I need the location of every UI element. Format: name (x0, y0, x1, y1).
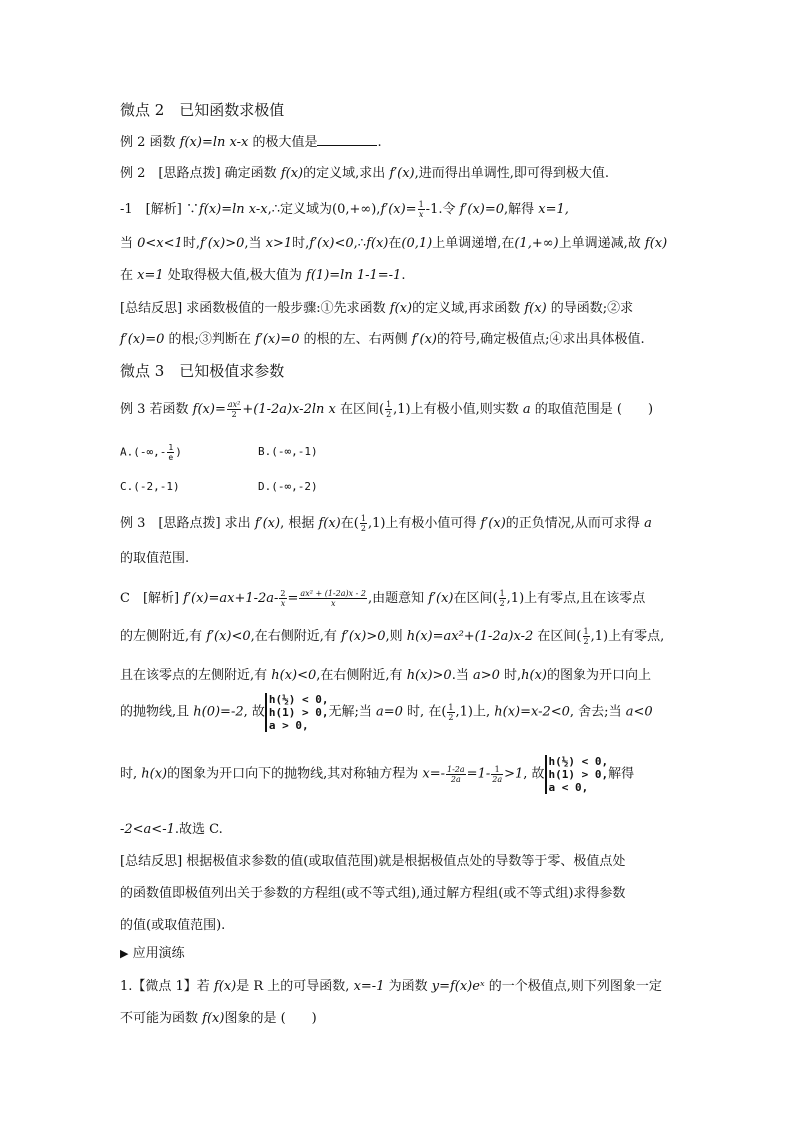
inequality-system: h(½) < 0, h(1) > 0, a > 0, (265, 693, 329, 732)
answer-blank (317, 133, 377, 146)
example-2-summary-line-2: f′(x)=0 的根;③判断在 f′(x)=0 的根的左、右两侧 f′(x)的符号,确定极值点;④求出具体极值. (120, 332, 645, 347)
fraction: $\frac{1-2a}{2a}$ (447, 765, 465, 784)
example-2-hint: 例 2 [思路点拨] 确定函数 f(x)的定义域,求出 f′(x),进而得出单调性,即可得到极大值. (120, 166, 610, 181)
example-3-solution-line-5: 时, h(x)的图象为开口向下的抛物线,其对称轴方程为 x=- $\frac{1-2a}{2a}$ =1- $\frac{1}{2a}$ >1, 故 h(½) < 0, h(1) > 0, a < 0, 解得 (120, 755, 635, 794)
section-title-3: 微点 3 已知极值求参数 (120, 362, 285, 380)
example-3-question: 例 3 若函数 f(x)= $\frac{\text{ax²}}{2}$ +(1-2a)x-2ln x 在区间( $\frac{1}{2}$ ,1)上有极小值,则实数 a 的取值范围是 ( ) (120, 400, 654, 419)
section-title-2: 微点 2 已知函数求极值 (120, 101, 285, 119)
inequality-system: h(½) < 0, h(1) > 0, a < 0, (545, 755, 609, 794)
problem-1-line-1: 1.【微点 1】若 f(x)是 R 上的可导函数, x=-1 为函数 y=f(x)eˣ 的一个极值点,则下列图象一定 (120, 979, 662, 994)
example-3-solution-line-4: 的抛物线,且 h(0)=-2, 故 h(½) < 0, h(1) > 0, a > 0, 无解;当 a=0 时, 在( $\frac{1}{2}$ ,1)上, h(x)=x-2<0, 舍去;当 a<0 (120, 693, 653, 732)
option-b[interactable]: B.(-∞,-1) (258, 445, 318, 458)
fraction: $\frac{\text{ax²}}{2}$ (227, 400, 241, 419)
example-2-solution-line-3: 在 x=1 处取得极大值,极大值为 f(1)=ln 1-1=-1. (120, 268, 406, 283)
fraction: $\frac{1}{2a}$ (492, 765, 503, 784)
option-c[interactable]: C.(-2,-1) (120, 480, 180, 493)
option-d[interactable]: D.(-∞,-2) (258, 480, 318, 493)
option-a[interactable]: A.(-∞,- $\frac{1}{e}$ ) (120, 443, 182, 462)
example-2-solution-line-1: -1 [解析] ∵f(x)=ln x-x,∴定义域为(0,+∞),f′(x)= $\frac{1}{x}$ -1.令 f′(x)=0,解得 x=1, (120, 200, 569, 219)
fraction: $\frac{1}{2}$ (499, 589, 505, 608)
example-3-solution-line-3: 且在该零点的左侧附近,有 h(x)<0,在右侧附近,有 h(x)>0.当 a>0 时,h(x)的图象为开口向上 (120, 668, 652, 683)
fraction: $\frac{1}{2}$ (448, 703, 454, 722)
example-3-hint-line-2: 的取值范围. (120, 551, 190, 566)
fraction: $\frac{2}{x}$ (280, 589, 286, 608)
fraction: $\frac{1}{x}$ (418, 200, 424, 219)
fraction: $\frac{1}{2}$ (360, 514, 366, 533)
example-3-summary-line-3: 的值(或取值范围). (120, 918, 226, 933)
example-2-question: 例 2 函数 f(x)=ln x-x 的极大值是 . (120, 135, 382, 150)
fraction: $\frac{1}{2}$ (386, 400, 392, 419)
fraction: $\frac{1}{2}$ (583, 627, 589, 646)
example-2-summary-line-1: [总结反思] 求函数极值的一般步骤:①先求函数 f(x)的定义域,再求函数 f(x) 的导函数;②求 (120, 301, 634, 316)
example-3-solution-line-2: 的左侧附近,有 f′(x)<0,在右侧附近,有 f′(x)>0,则 h(x)=ax²+(1-2a)x-2 在区间( $\frac{1}{2}$ ,1)上有零点, (120, 627, 665, 646)
example-3-summary-line-2: 的函数值即极值列出关于参数的方程组(或不等式组),通过解方程组(或不等式组)求得参数 (120, 886, 626, 901)
fraction: $\frac{\text{ax² + (1-2a)x - 2}}{x}$ (300, 589, 366, 608)
example-2-solution-line-2: 当 0<x<1时,f′(x)>0,当 x>1时,f′(x)<0,∴f(x)在(0,1)上单调递增,在(1,+∞)上单调递减,故 f(x) (120, 236, 668, 251)
example-3-summary-line-1: [总结反思] 根据极值求参数的值(或取值范围)就是根据极值点处的导数等于零、极值点处 (120, 854, 626, 869)
problem-1-line-2: 不可能为函数 f(x)图象的是 ( ) (120, 1011, 317, 1026)
triangle-right-icon: ▶ (120, 947, 129, 960)
example-3-solution-line-1: C [解析] f′(x)=ax+1-2a- $\frac{2}{x}$ = $\frac{\text{ax² + (1-2a)x - 2}}{x}$ ,由题意知 f′(x)在区间( $\frac{1}{2}$ ,1)上有零点,且在该零点 (120, 589, 646, 608)
fraction: $\frac{1}{e}$ (168, 443, 174, 462)
example-3-solution-line-6: -2<a<-1.故选 C. (120, 822, 223, 837)
example-3-hint-line-1: 例 3 [思路点拨] 求出 f′(x), 根据 f(x)在( $\frac{1}{2}$ ,1)上有极小值可得 f′(x)的正负情况,从而可求得 a (120, 514, 652, 533)
practice-heading: ▶ 应用演练 (120, 946, 185, 961)
